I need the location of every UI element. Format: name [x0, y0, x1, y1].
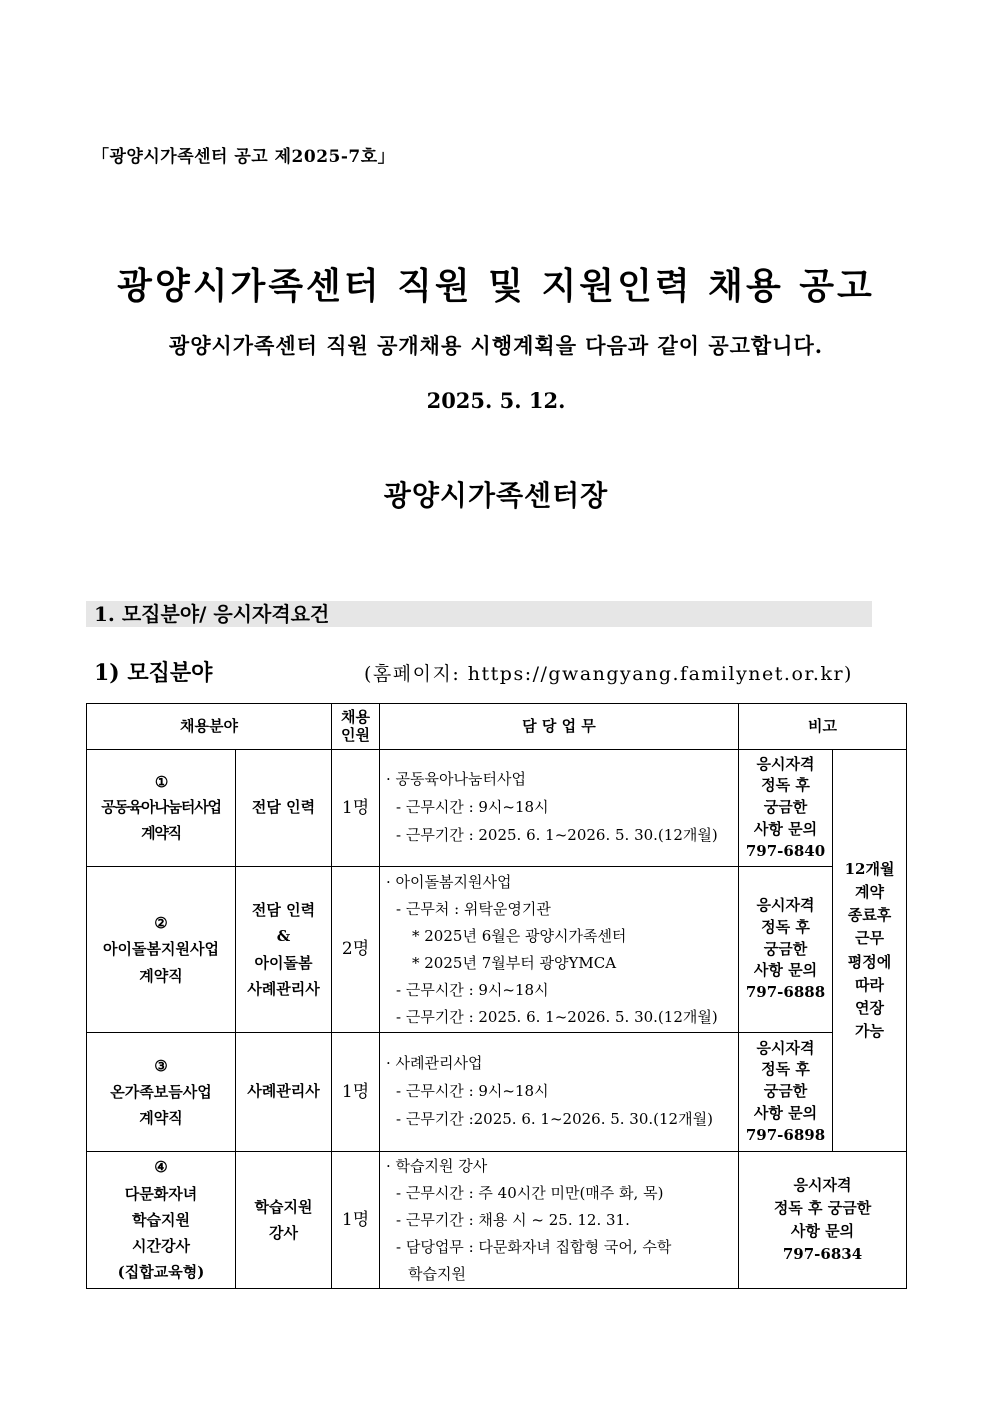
table-row	[87, 1033, 907, 1152]
contact-line: 응시자격	[756, 754, 815, 773]
table-row	[87, 750, 907, 867]
role-cell	[236, 750, 332, 867]
duty-line: - 근무시간 : 주 40시간 미만(매주 화, 목)	[396, 1183, 664, 1202]
duties-cell	[380, 867, 739, 1033]
program-name: 시간강사	[132, 1237, 190, 1256]
duties-cell	[380, 750, 739, 867]
remark-line: 평정에	[847, 952, 892, 971]
duty-line: · 사례관리사업	[386, 1054, 483, 1073]
contact-line: 정독 후	[761, 917, 810, 936]
table-header-row	[87, 704, 907, 750]
role-line: 강사	[269, 1224, 298, 1242]
contact-line: 응시자격	[793, 1175, 852, 1194]
contact-cell	[739, 1033, 833, 1152]
header-field: 채용분야	[87, 704, 332, 750]
contact-line: 사항 문의	[790, 1222, 855, 1240]
contact-line: 응시자격	[756, 1038, 815, 1057]
role-line: 전담 인력	[251, 798, 316, 817]
duty-line: · 학습지원 강사	[386, 1156, 488, 1175]
row-number: ④	[154, 1158, 168, 1177]
contact-phone: 797-6840	[745, 841, 826, 860]
program-name: 온가족보듬사업	[110, 1082, 212, 1101]
contact-line: 궁금한	[763, 1082, 808, 1101]
remark-line: 따라	[855, 975, 884, 994]
header-headcount	[332, 704, 380, 750]
header-remarks: 비고	[739, 704, 907, 750]
remark-line: 계약	[855, 882, 884, 901]
headcount-cell: 1명	[332, 750, 380, 867]
header-headcount-line2: 인원	[341, 725, 370, 744]
role-line: 전담 인력	[251, 901, 316, 919]
contact-cell	[739, 1152, 907, 1289]
contact-line: 궁금한	[763, 798, 808, 817]
program-name: 공동육아나눔터사업	[101, 798, 221, 817]
contact-line: 궁금한	[763, 939, 808, 958]
contact-cell	[739, 750, 833, 867]
headcount-cell: 1명	[332, 1033, 380, 1152]
remark-line: 근무	[855, 929, 884, 948]
field-cell	[87, 750, 236, 867]
role-line: 사례관리사	[247, 979, 320, 998]
duty-line: - 근무시간 : 9시~18시	[396, 798, 549, 817]
remark-line: 연장	[855, 999, 884, 1017]
duty-line: - 근무기간 : 채용 시 ~ 25. 12. 31.	[396, 1210, 630, 1229]
duty-line: 학습지원	[408, 1264, 466, 1283]
remark-line: 종료후	[847, 906, 892, 924]
header-headcount-line1: 채용	[341, 708, 370, 727]
subsection-title: 1) 모집분야	[94, 660, 213, 686]
duty-line: - 근무시간 : 9시~18시	[396, 980, 549, 999]
duty-line: * 2025년 7월부터 광양YMCA	[412, 953, 617, 972]
contact-cell	[739, 867, 833, 1033]
role-cell	[236, 1033, 332, 1152]
section-title: 1. 모집분야/ 응시자격요건	[94, 602, 330, 626]
recruitment-table	[86, 703, 907, 1289]
contact-phone: 797-6888	[745, 983, 826, 1002]
program-name: 아이돌봄지원사업	[103, 940, 219, 959]
duties-cell	[380, 1152, 739, 1289]
page-subtitle: 광양시가족센터 직원 공개채용 시행계획을 다음과 같이 공고합니다.	[168, 333, 824, 358]
duties-cell	[380, 1033, 739, 1152]
contact-line: 사항 문의	[753, 1103, 818, 1122]
duty-line: · 공동육아나눔터사업	[386, 770, 526, 789]
role-cell	[236, 1152, 332, 1289]
duty-line: - 근무시간 : 9시~18시	[396, 1082, 549, 1101]
homepage-link[interactable]: (홈페이지: https://gwangyang.familynet.or.kr)	[364, 663, 853, 685]
field-cell	[87, 867, 236, 1033]
contract-type: 계약직	[139, 966, 183, 985]
contact-line: 응시자격	[756, 896, 815, 915]
role-line: &	[276, 927, 291, 946]
role-line: 사례관리사	[247, 1082, 320, 1101]
contact-line: 정독 후	[761, 1060, 810, 1079]
notice-number: 「광양시가족센터 공고 제2025-7호」	[92, 147, 396, 167]
header-duties: 담 당 업 무	[380, 704, 739, 750]
signer: 광양시가족센터장	[383, 479, 609, 512]
remark-line: 가능	[855, 1022, 884, 1041]
headcount-cell: 1명	[332, 1152, 380, 1289]
contact-phone: 797-6898	[745, 1125, 826, 1144]
headcount-cell: 2명	[332, 867, 380, 1033]
duty-line: - 담당업무 : 다문화자녀 집합형 국어, 수학	[396, 1237, 672, 1256]
program-name: 학습지원	[132, 1210, 190, 1229]
remark-line: 12개월	[844, 859, 895, 878]
contact-line: 사항 문의	[753, 961, 818, 980]
duty-line: · 아이돌봄지원사업	[386, 872, 512, 891]
duty-line: - 근무처 : 위탁운영기관	[396, 899, 551, 918]
duty-line: - 근무기간 :2025. 6. 1~2026. 5. 30.(12개월)	[396, 1109, 713, 1128]
contract-type: 계약직	[141, 823, 181, 842]
row-number: ①	[154, 772, 168, 791]
contact-line: 정독 후	[761, 776, 810, 795]
program-name: 다문화자녀	[124, 1184, 198, 1203]
role-line: 아이돌봄	[254, 953, 313, 972]
role-line: 학습지원	[254, 1197, 313, 1216]
duty-line: - 근무기간 : 2025. 6. 1~2026. 5. 30.(12개월)	[396, 1007, 718, 1026]
duty-line: * 2025년 6월은 광양시가족센터	[412, 926, 627, 945]
row-number: ②	[154, 914, 168, 933]
contact-line: 정독 후 궁금한	[773, 1198, 872, 1217]
field-cell	[87, 1152, 236, 1289]
program-name: (집합교육형)	[117, 1263, 205, 1282]
page-title: 광양시가족센터 직원 및 지원인력 채용 공고	[117, 265, 875, 307]
contract-type: 계약직	[139, 1109, 183, 1128]
duty-line: - 근무기간 : 2025. 6. 1~2026. 5. 30.(12개월)	[396, 825, 718, 844]
contact-phone: 797-6834	[782, 1245, 863, 1264]
contact-line: 사항 문의	[753, 819, 818, 838]
row-number: ③	[154, 1056, 168, 1075]
field-cell	[87, 1033, 236, 1152]
role-cell	[236, 867, 332, 1033]
shared-remark-cell	[833, 750, 907, 1152]
notice-date: 2025. 5. 12.	[426, 388, 566, 413]
table-row	[87, 1152, 907, 1289]
table-row	[87, 867, 907, 1033]
